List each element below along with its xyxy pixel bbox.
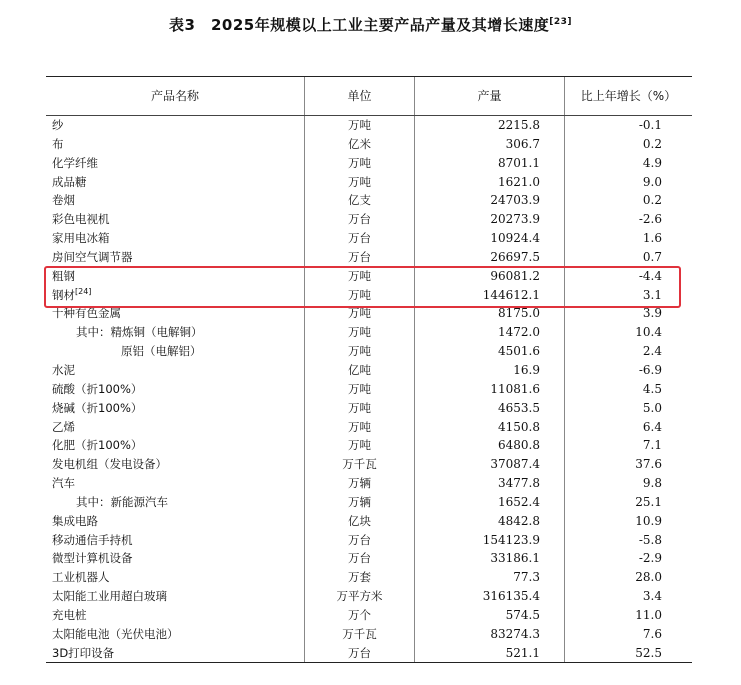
header-product-name: 产品名称 [46, 77, 305, 115]
growth-cell: 2.4 [642, 344, 662, 359]
product-name: 工业机器人 [52, 570, 110, 585]
product-name: 其中：新能源汽车 [76, 494, 168, 509]
growth-cell: 3.9 [642, 306, 662, 321]
unit-cell: 万吨 [305, 399, 415, 418]
header-growth: 比上年增长（%） [580, 89, 677, 103]
growth-cell: 5.0 [642, 400, 662, 415]
table-row [46, 154, 692, 173]
output-cell: 96081.2 [415, 267, 565, 286]
growth-cell: -0.1 [638, 118, 662, 132]
table-row [46, 418, 692, 437]
growth-cell: 10.9 [635, 513, 662, 528]
table-row [46, 644, 692, 663]
title-footnote: [23] [549, 17, 572, 27]
unit-cell: 亿吨 [305, 361, 415, 380]
product-name: 彩色电视机 [52, 212, 110, 227]
growth-cell: -5.8 [638, 532, 662, 547]
output-cell: 8701.1 [415, 154, 565, 173]
product-name: 3D打印设备 [52, 645, 115, 660]
product-name: 卷烟 [52, 193, 75, 208]
table-body [46, 116, 692, 662]
product-name-cell [46, 587, 305, 606]
output-cell: 3477.8 [415, 474, 565, 493]
table-title-text: 表3 2025年规模以上工业主要产品产量及其增长速度 [169, 16, 550, 34]
growth-cell: -4.4 [638, 268, 662, 283]
output-cell: 144612.1 [415, 286, 565, 305]
unit-cell: 万吨 [305, 116, 415, 135]
unit-cell: 万台 [305, 644, 415, 663]
unit-cell: 亿块 [305, 512, 415, 531]
product-name: 化肥（折100%） [52, 438, 143, 453]
table-row [46, 229, 692, 248]
table-row [46, 436, 692, 455]
output-cell: 4501.6 [415, 342, 565, 361]
table-row [46, 135, 692, 154]
growth-cell: 1.6 [642, 231, 662, 246]
unit-cell: 万千瓦 [305, 625, 415, 644]
production-table [46, 76, 692, 663]
product-name-cell [46, 436, 305, 455]
output-cell: 4150.8 [415, 418, 565, 437]
product-name: 布 [52, 136, 64, 151]
product-name: 化学纤维 [52, 155, 98, 170]
table-row [46, 342, 692, 361]
output-cell: 316135.4 [415, 587, 565, 606]
product-name-cell [46, 323, 305, 342]
product-name-cell [46, 154, 305, 173]
unit-cell: 万辆 [305, 474, 415, 493]
table-row [46, 568, 692, 587]
unit-cell: 万台 [305, 210, 415, 229]
unit-cell: 亿米 [305, 135, 415, 154]
product-name: 十种有色金属 [52, 306, 121, 321]
output-cell: 83274.3 [415, 625, 565, 644]
unit-cell: 亿支 [305, 191, 415, 210]
product-name-cell [46, 455, 305, 474]
table-row [46, 323, 692, 342]
table-row [46, 116, 692, 135]
growth-cell: 9.8 [642, 476, 662, 491]
product-name: 移动通信手持机 [52, 532, 133, 547]
table-row [46, 399, 692, 418]
growth-cell: 37.6 [635, 457, 662, 472]
product-name-cell [46, 229, 305, 248]
product-name-cell [46, 380, 305, 399]
product-name: 集成电路 [52, 513, 98, 528]
output-cell: 306.7 [415, 135, 565, 154]
table-row [46, 380, 692, 399]
output-cell: 4842.8 [415, 512, 565, 531]
output-cell: 77.3 [415, 568, 565, 587]
product-name-cell [46, 625, 305, 644]
output-cell: 1621.0 [415, 173, 565, 192]
growth-cell: 0.7 [642, 249, 662, 264]
product-name: 纱 [52, 118, 64, 132]
unit-cell: 万台 [305, 549, 415, 568]
product-name-cell [46, 399, 305, 418]
unit-cell: 万吨 [305, 154, 415, 173]
output-cell: 24703.9 [415, 191, 565, 210]
growth-cell: 0.2 [642, 193, 662, 208]
table-row [46, 531, 692, 550]
growth-cell: 7.6 [642, 626, 662, 641]
unit-cell: 万辆 [305, 493, 415, 512]
product-footnote: [24] [75, 286, 92, 296]
growth-cell: -6.9 [638, 362, 662, 377]
unit-cell: 万吨 [305, 380, 415, 399]
output-cell: 6480.8 [415, 436, 565, 455]
output-cell: 154123.9 [415, 531, 565, 550]
product-name: 乙烯 [52, 419, 75, 434]
growth-cell: 28.0 [635, 570, 662, 585]
product-name: 太阳能电池（光伏电池） [52, 626, 179, 641]
product-name: 水泥 [52, 362, 75, 377]
growth-cell: 10.4 [635, 325, 662, 340]
product-name: 充电桩 [52, 607, 87, 622]
output-cell: 33186.1 [415, 549, 565, 568]
product-name-cell [46, 606, 305, 625]
header-output: 产量 [415, 77, 565, 115]
product-name: 烧碱（折100%） [52, 400, 143, 415]
output-cell: 11081.6 [415, 380, 565, 399]
table-row [46, 587, 692, 606]
product-name-cell [46, 493, 305, 512]
table-title [0, 14, 741, 35]
output-cell: 20273.9 [415, 210, 565, 229]
unit-cell: 万吨 [305, 436, 415, 455]
product-name: 太阳能工业用超白玻璃 [52, 589, 167, 604]
output-cell: 1472.0 [415, 323, 565, 342]
product-name: 其中：精炼铜（电解铜） [76, 325, 203, 340]
product-name: 家用电冰箱 [52, 231, 110, 246]
growth-cell: 11.0 [635, 607, 662, 622]
growth-cell: 0.2 [642, 136, 662, 151]
table-row [46, 455, 692, 474]
product-name: 原铝（电解铝） [121, 344, 202, 359]
unit-cell: 万吨 [305, 418, 415, 437]
unit-cell: 万吨 [305, 173, 415, 192]
growth-cell: 7.1 [642, 438, 662, 453]
unit-cell: 万个 [305, 606, 415, 625]
growth-cell: 3.4 [642, 589, 662, 604]
output-cell: 521.1 [415, 644, 565, 663]
product-name-cell [46, 361, 305, 380]
output-cell: 10924.4 [415, 229, 565, 248]
unit-cell: 万台 [305, 248, 415, 267]
product-name-cell [46, 568, 305, 587]
product-name-cell [46, 474, 305, 493]
table-header [46, 77, 692, 116]
unit-cell: 万台 [305, 531, 415, 550]
product-name-cell [46, 644, 305, 663]
product-name: 成品糖 [52, 174, 87, 189]
table-row [46, 173, 692, 192]
table-row [46, 625, 692, 644]
product-name: 粗钢 [52, 268, 75, 283]
product-name-cell [46, 191, 305, 210]
product-name-cell [46, 512, 305, 531]
output-cell: 1652.4 [415, 493, 565, 512]
growth-cell: -2.6 [638, 212, 662, 227]
growth-cell: 52.5 [635, 645, 662, 660]
growth-cell: 9.0 [642, 174, 662, 189]
product-name: 微型计算机设备 [52, 551, 133, 566]
product-name-cell [46, 116, 305, 135]
product-name: 房间空气调节器 [52, 249, 133, 264]
output-cell: 26697.5 [415, 248, 565, 267]
output-cell: 574.5 [415, 606, 565, 625]
growth-cell: 25.1 [635, 494, 662, 509]
growth-cell: 6.4 [642, 419, 662, 434]
product-name: 硫酸（折100%） [52, 381, 143, 396]
unit-cell: 万吨 [305, 286, 415, 305]
steel-rows-highlight-box [44, 266, 681, 308]
product-name-cell [46, 210, 305, 229]
unit-cell: 万套 [305, 568, 415, 587]
product-name-cell [46, 549, 305, 568]
unit-cell: 万台 [305, 229, 415, 248]
header-unit: 单位 [305, 77, 415, 115]
unit-cell: 万平方米 [305, 587, 415, 606]
unit-cell: 万千瓦 [305, 455, 415, 474]
table-row [46, 474, 692, 493]
output-cell: 8175.0 [415, 304, 565, 323]
growth-cell: 4.5 [642, 381, 662, 396]
product-name-cell [46, 135, 305, 154]
table-row [46, 248, 692, 267]
product-name: 钢材 [52, 287, 75, 302]
output-cell: 16.9 [415, 361, 565, 380]
output-cell: 2215.8 [415, 116, 565, 135]
table-row [46, 361, 692, 380]
product-name: 汽车 [52, 476, 75, 491]
unit-cell: 万吨 [305, 304, 415, 323]
table-row [46, 493, 692, 512]
table-row [46, 191, 692, 210]
table-row [46, 549, 692, 568]
table-row [46, 210, 692, 229]
unit-cell: 万吨 [305, 323, 415, 342]
product-name-cell [46, 173, 305, 192]
growth-cell: 4.9 [642, 155, 662, 170]
growth-cell: -2.9 [638, 551, 662, 566]
product-name: 发电机组（发电设备） [52, 457, 167, 472]
table-row [46, 512, 692, 531]
product-name-cell [46, 418, 305, 437]
unit-cell: 万吨 [305, 342, 415, 361]
output-cell: 37087.4 [415, 455, 565, 474]
product-name-cell [46, 531, 305, 550]
unit-cell: 万吨 [305, 267, 415, 286]
output-cell: 4653.5 [415, 399, 565, 418]
table-row [46, 606, 692, 625]
growth-cell: 3.1 [642, 287, 662, 302]
product-name-cell [46, 248, 305, 267]
product-name-cell [46, 342, 305, 361]
